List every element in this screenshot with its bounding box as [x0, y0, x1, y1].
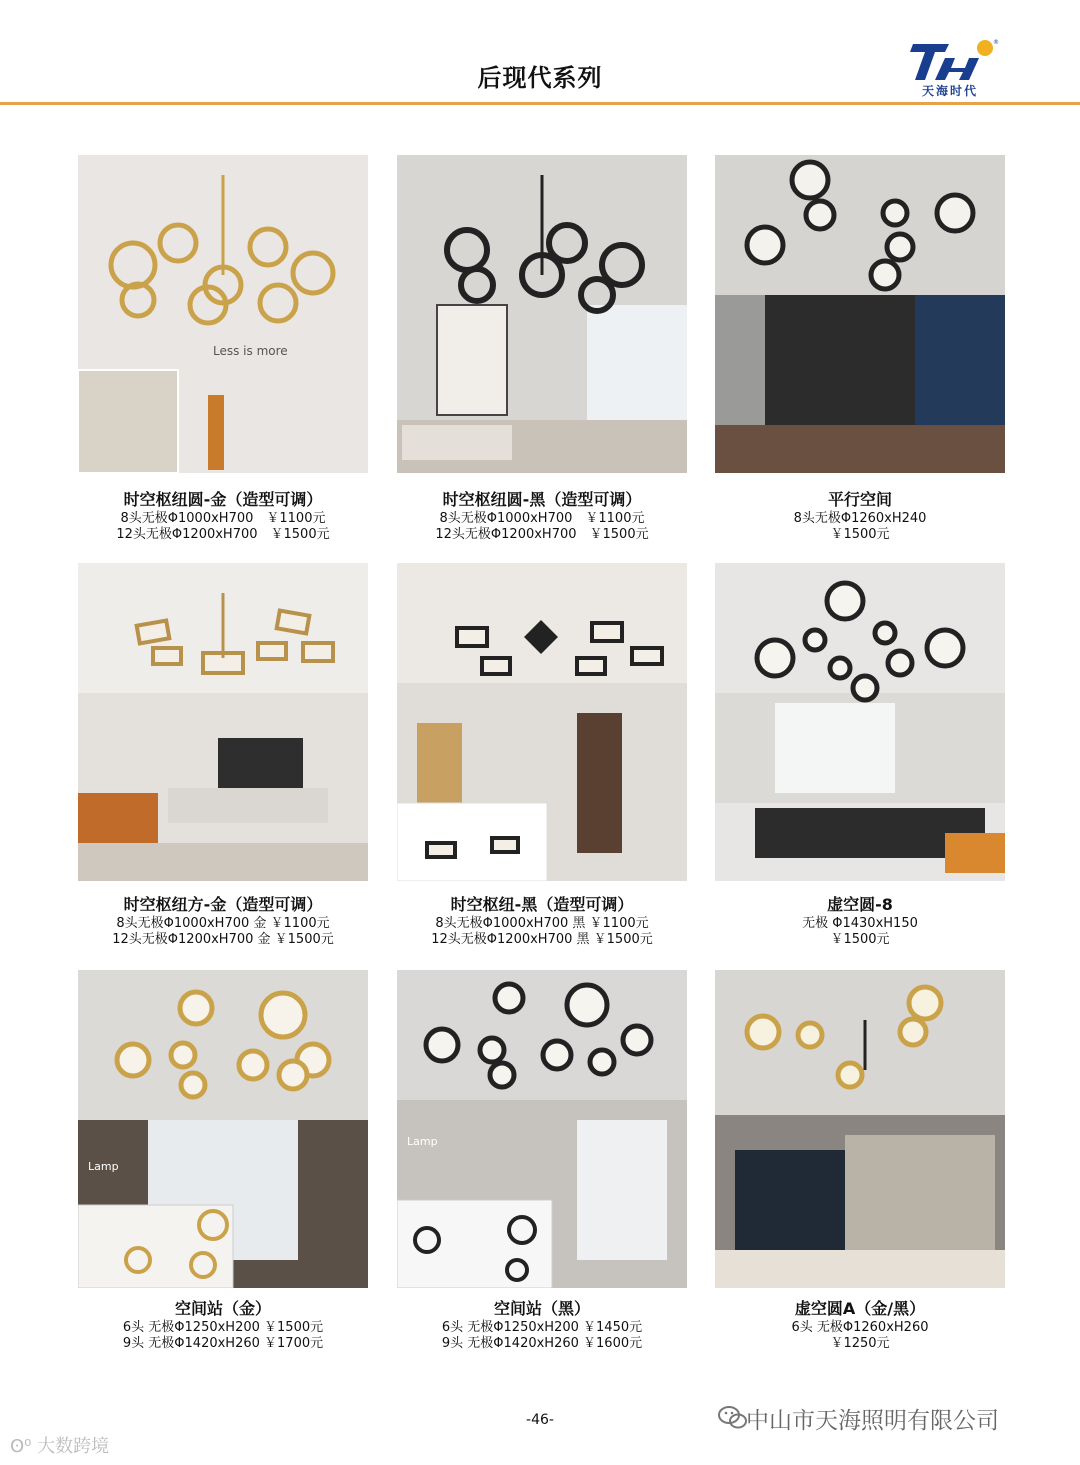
company-name: 中山市天海照明有限公司	[746, 1408, 999, 1434]
product-name: 时空枢纽圆-黑（造型可调）	[442, 490, 642, 509]
product-name: 时空枢纽-黑（造型可调）	[450, 895, 634, 914]
product-spec-line: 8头无极Φ1260xH240	[793, 511, 927, 526]
svg-text:®: ®	[993, 39, 999, 46]
product-photo	[397, 563, 687, 881]
product-photo	[78, 155, 368, 473]
product-photo	[715, 563, 1005, 881]
product-spec-line: 12头无极Φ1200xH700 金 ￥1500元	[112, 932, 334, 947]
product-photo	[78, 563, 368, 881]
product-name: 时空枢纽圆-金（造型可调）	[123, 490, 323, 509]
product-spec-line: 8头无极Φ1000xH700 ￥1100元	[439, 511, 645, 526]
product-spec-line: ￥1500元	[830, 932, 890, 947]
svg-text:Lamp: Lamp	[88, 1160, 119, 1173]
product-spec-line: 8头无极Φ1000xH700 黑 ￥1100元	[435, 916, 649, 931]
product-spec-line: 6头 无极Φ1250xH200 ￥1450元	[441, 1320, 643, 1335]
svg-text:Lamp: Lamp	[407, 1135, 438, 1148]
brand-logo-text: 天海时代	[921, 84, 978, 98]
product-spec-line: 8头无极Φ1000xH700 金 ￥1100元	[116, 916, 330, 931]
product-name: 虚空圆-8	[827, 895, 893, 914]
product-name: 空间站（黑）	[493, 1299, 590, 1318]
product-name: 时空枢纽方-金（造型可调）	[123, 895, 323, 914]
product-photo	[397, 970, 687, 1288]
product-photo	[78, 970, 368, 1288]
product-spec-line: ￥1250元	[830, 1336, 890, 1351]
product-name: 虚空圆A（金/黑）	[794, 1299, 926, 1318]
product-spec-line: 无极 Φ1430xH150	[802, 916, 918, 931]
product-photo	[397, 155, 687, 473]
product-spec-line: 12头无极Φ1200xH700 ￥1500元	[435, 527, 649, 542]
watermark: ʘ⁰ 大数跨境	[10, 1436, 110, 1457]
product-name: 平行空间	[827, 490, 892, 509]
product-spec-line: 6头 无极Φ1250xH200 ￥1500元	[122, 1320, 324, 1335]
product-spec-line: ￥1500元	[830, 527, 890, 542]
watermark-logo-icon: ʘ⁰	[10, 1436, 32, 1457]
page-title: 后现代系列	[477, 64, 603, 92]
product-photo	[715, 970, 1005, 1288]
svg-text:Less is more: Less is more	[213, 344, 288, 358]
page-number: -46-	[526, 1412, 554, 1428]
product-name: 空间站（金）	[174, 1299, 271, 1318]
product-spec-line: 12头无极Φ1200xH700 黑 ￥1500元	[431, 932, 653, 947]
product-spec-line: 9头 无极Φ1420xH260 ￥1600元	[441, 1336, 643, 1351]
product-spec-line: 12头无极Φ1200xH700 ￥1500元	[116, 527, 330, 542]
product-spec-line: 9头 无极Φ1420xH260 ￥1700元	[122, 1336, 324, 1351]
product-spec-line: 8头无极Φ1000xH700 ￥1100元	[120, 511, 326, 526]
product-spec-line: 6头 无极Φ1260xH260	[791, 1320, 929, 1335]
product-photo	[715, 155, 1005, 473]
header-divider	[0, 102, 1080, 105]
